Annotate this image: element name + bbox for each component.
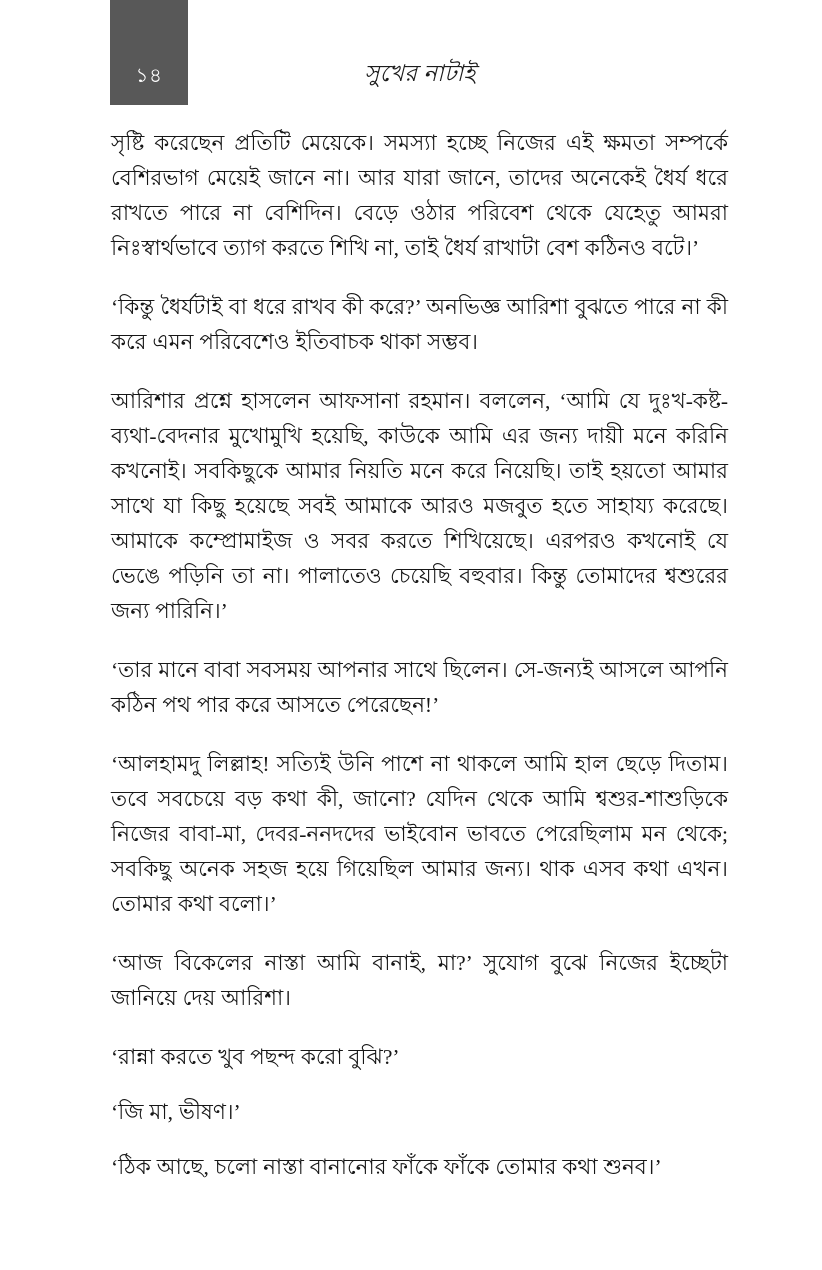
- paragraph: ‘তার মানে বাবা সবসময় আপনার সাথে ছিলেন। সে-জন্যই আসলে আপনি কঠিন পথ পার করে আসতে পেরেছেন!’: [111, 658, 728, 717]
- paragraph: ‘রান্না করতে খুব পছন্দ করো বুঝি?’: [111, 1045, 400, 1069]
- book-title: সুখের নাটাই: [364, 61, 476, 86]
- paragraph: ‘জি মা, ভীষণ।’: [111, 1100, 241, 1124]
- paragraph: আরিশার প্রশ্নে হাসলেন আফসানা রহমান। বললেন, ‘আমি যে দুঃখ-কষ্ট-ব্যথা-বেদনার মুখোমুখি হয়েছি, কাউকে আমি এর জন্য দায়ী মনে করিনি কখনোই। সবকিছুকে আমার নিয়তি মনে করে নিয়েছি। তাই হয়তো আমার সাথে যা কিছু হয়েছে সবই আমাকে আরও মজবুত হতে সাহায্য করেছে। আমাকে কম্প্রোমাইজ ও সবর করতে শিখিয়েছে। এরপরও কখনোই যে ভেঙে পড়িনি তা না। পালাতেও চেয়েছি বহুবার। কিন্তু তোমাদের শ্বশুরের জন্য পারিনি।’: [111, 389, 728, 623]
- body-text-column: [111, 126, 728, 1205]
- page-number: ১৪: [135, 65, 163, 87]
- running-head: [0, 0, 822, 106]
- paragraph: ‘কিন্তু ধৈর্যটাই বা ধরে রাখব কী করে?’ অনভিজ্ঞ আরিশা বুঝতে পারে না কী করে এমন পরিবেশেও ইতিবাচক থাকা সম্ভব।: [111, 295, 728, 354]
- paragraph: সৃষ্টি করেছেন প্রতিটি মেয়েকে। সমস্যা হচ্ছে নিজের এই ক্ষমতা সম্পর্কে বেশিরভাগ মেয়েই জানে না। আর যারা জানে, তাদের অনেকেই ধৈর্য ধরে রাখতে পারে না বেশিদিন। বেড়ে ওঠার পরিবেশ থেকে যেহেতু আমরা নিঃস্বার্থভাবে ত্যাগ করতে শিখি না, তাই ধৈর্য রাখাটা বেশ কঠিনও বটে।’: [111, 131, 728, 260]
- paragraph: ‘আলহামদু লিল্লাহ! সত্যিই উনি পাশে না থাকলে আমি হাল ছেড়ে দিতাম। তবে সবচেয়ে বড় কথা কী, জানো? যেদিন থেকে আমি শ্বশুর-শাশুড়িকে নিজের বাবা-মা, দেবর-ননদদের ভাইবোন ভাবতে পেরেছিলাম মন থেকে; সবকিছু অনেক সহজ হয়ে গিয়েছিল আমার জন্য। থাক এসব কথা এখন। তোমার কথা বলো।’: [111, 752, 728, 916]
- paragraph: ‘ঠিক আছে, চলো নাস্তা বানানোর ফাঁকে ফাঁকে তোমার কথা শুনব।’: [111, 1155, 662, 1179]
- paragraph: ‘আজ বিকেলের নাস্তা আমি বানাই, মা?’ সুযোগ বুঝে নিজের ইচ্ছেটা জানিয়ে দেয় আরিশা।: [111, 951, 728, 1010]
